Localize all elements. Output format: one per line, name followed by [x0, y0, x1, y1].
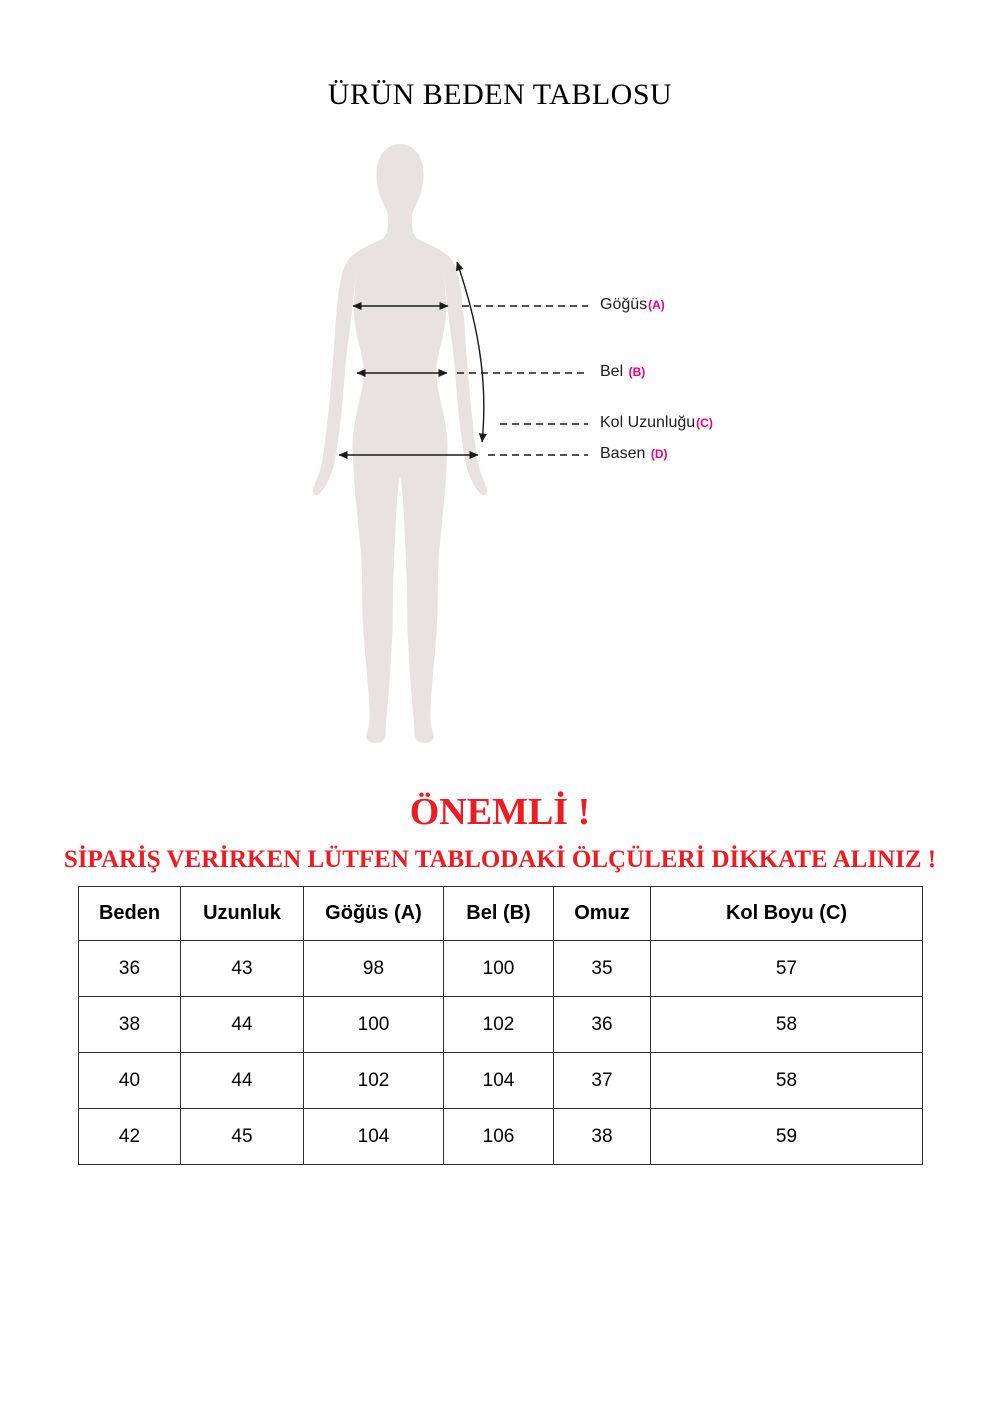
measure-label-text: Göğüs: [600, 296, 648, 313]
table-cell: 44: [181, 1053, 304, 1109]
table-cell: 45: [181, 1109, 304, 1165]
measure-label-text: Bel: [600, 363, 624, 380]
table-cell: 57: [651, 941, 923, 997]
column-header: Uzunluk: [181, 887, 304, 941]
measure-label-chest: [600, 295, 665, 315]
column-header: Omuz: [554, 887, 651, 941]
column-header: Kol Boyu (C): [651, 887, 923, 941]
table-cell: 106: [444, 1109, 554, 1165]
measure-marker-d: (D): [650, 447, 668, 461]
silhouette-shape: [313, 144, 487, 743]
table-cell: 59: [651, 1109, 923, 1165]
warning-heading: ÖNEMLİ !: [409, 791, 591, 833]
table-cell: 37: [554, 1053, 651, 1109]
table-cell: 38: [79, 997, 181, 1053]
table-cell: 98: [304, 941, 444, 997]
column-header: Göğüs (A): [304, 887, 444, 941]
table-cell: 36: [554, 997, 651, 1053]
page-title: ÜRÜN BEDEN TABLOSU: [327, 78, 673, 111]
measure-label-hip: [600, 444, 668, 464]
table-cell: 44: [181, 997, 304, 1053]
measure-label-waist: [600, 362, 645, 382]
warning-subheading: SİPARİŞ VERİRKEN LÜTFEN TABLODAKİ ÖLÇÜLERİ DİKKATE ALINIZ !: [63, 846, 937, 873]
table-cell: 36: [79, 941, 181, 997]
column-header: Bel (B): [444, 887, 554, 941]
column-header: Beden: [79, 887, 181, 941]
table-cell: 42: [79, 1109, 181, 1165]
measure-marker-b: (B): [628, 365, 646, 379]
measure-marker-c: (C): [696, 416, 713, 430]
table-cell: 58: [651, 1053, 923, 1109]
size-table-header-row: [79, 887, 923, 941]
table-cell: 100: [304, 997, 444, 1053]
table-cell: 102: [304, 1053, 444, 1109]
female-body-silhouette: [298, 140, 502, 752]
table-cell: 43: [181, 941, 304, 997]
table-row: [79, 941, 923, 997]
table-cell: 38: [554, 1109, 651, 1165]
measure-marker-a: (A): [648, 298, 665, 312]
measure-label-text: Kol Uzunluğu: [600, 414, 696, 431]
size-table: [78, 886, 923, 1165]
table-cell: 58: [651, 997, 923, 1053]
table-cell: 40: [79, 1053, 181, 1109]
table-row: [79, 1109, 923, 1165]
table-cell: 35: [554, 941, 651, 997]
table-cell: 104: [444, 1053, 554, 1109]
table-cell: 104: [304, 1109, 444, 1165]
table-row: [79, 1053, 923, 1109]
measure-label-text: Basen: [600, 445, 646, 462]
table-row: [79, 997, 923, 1053]
table-cell: 100: [444, 941, 554, 997]
measure-label-arm-length: [600, 413, 713, 433]
table-cell: 102: [444, 997, 554, 1053]
